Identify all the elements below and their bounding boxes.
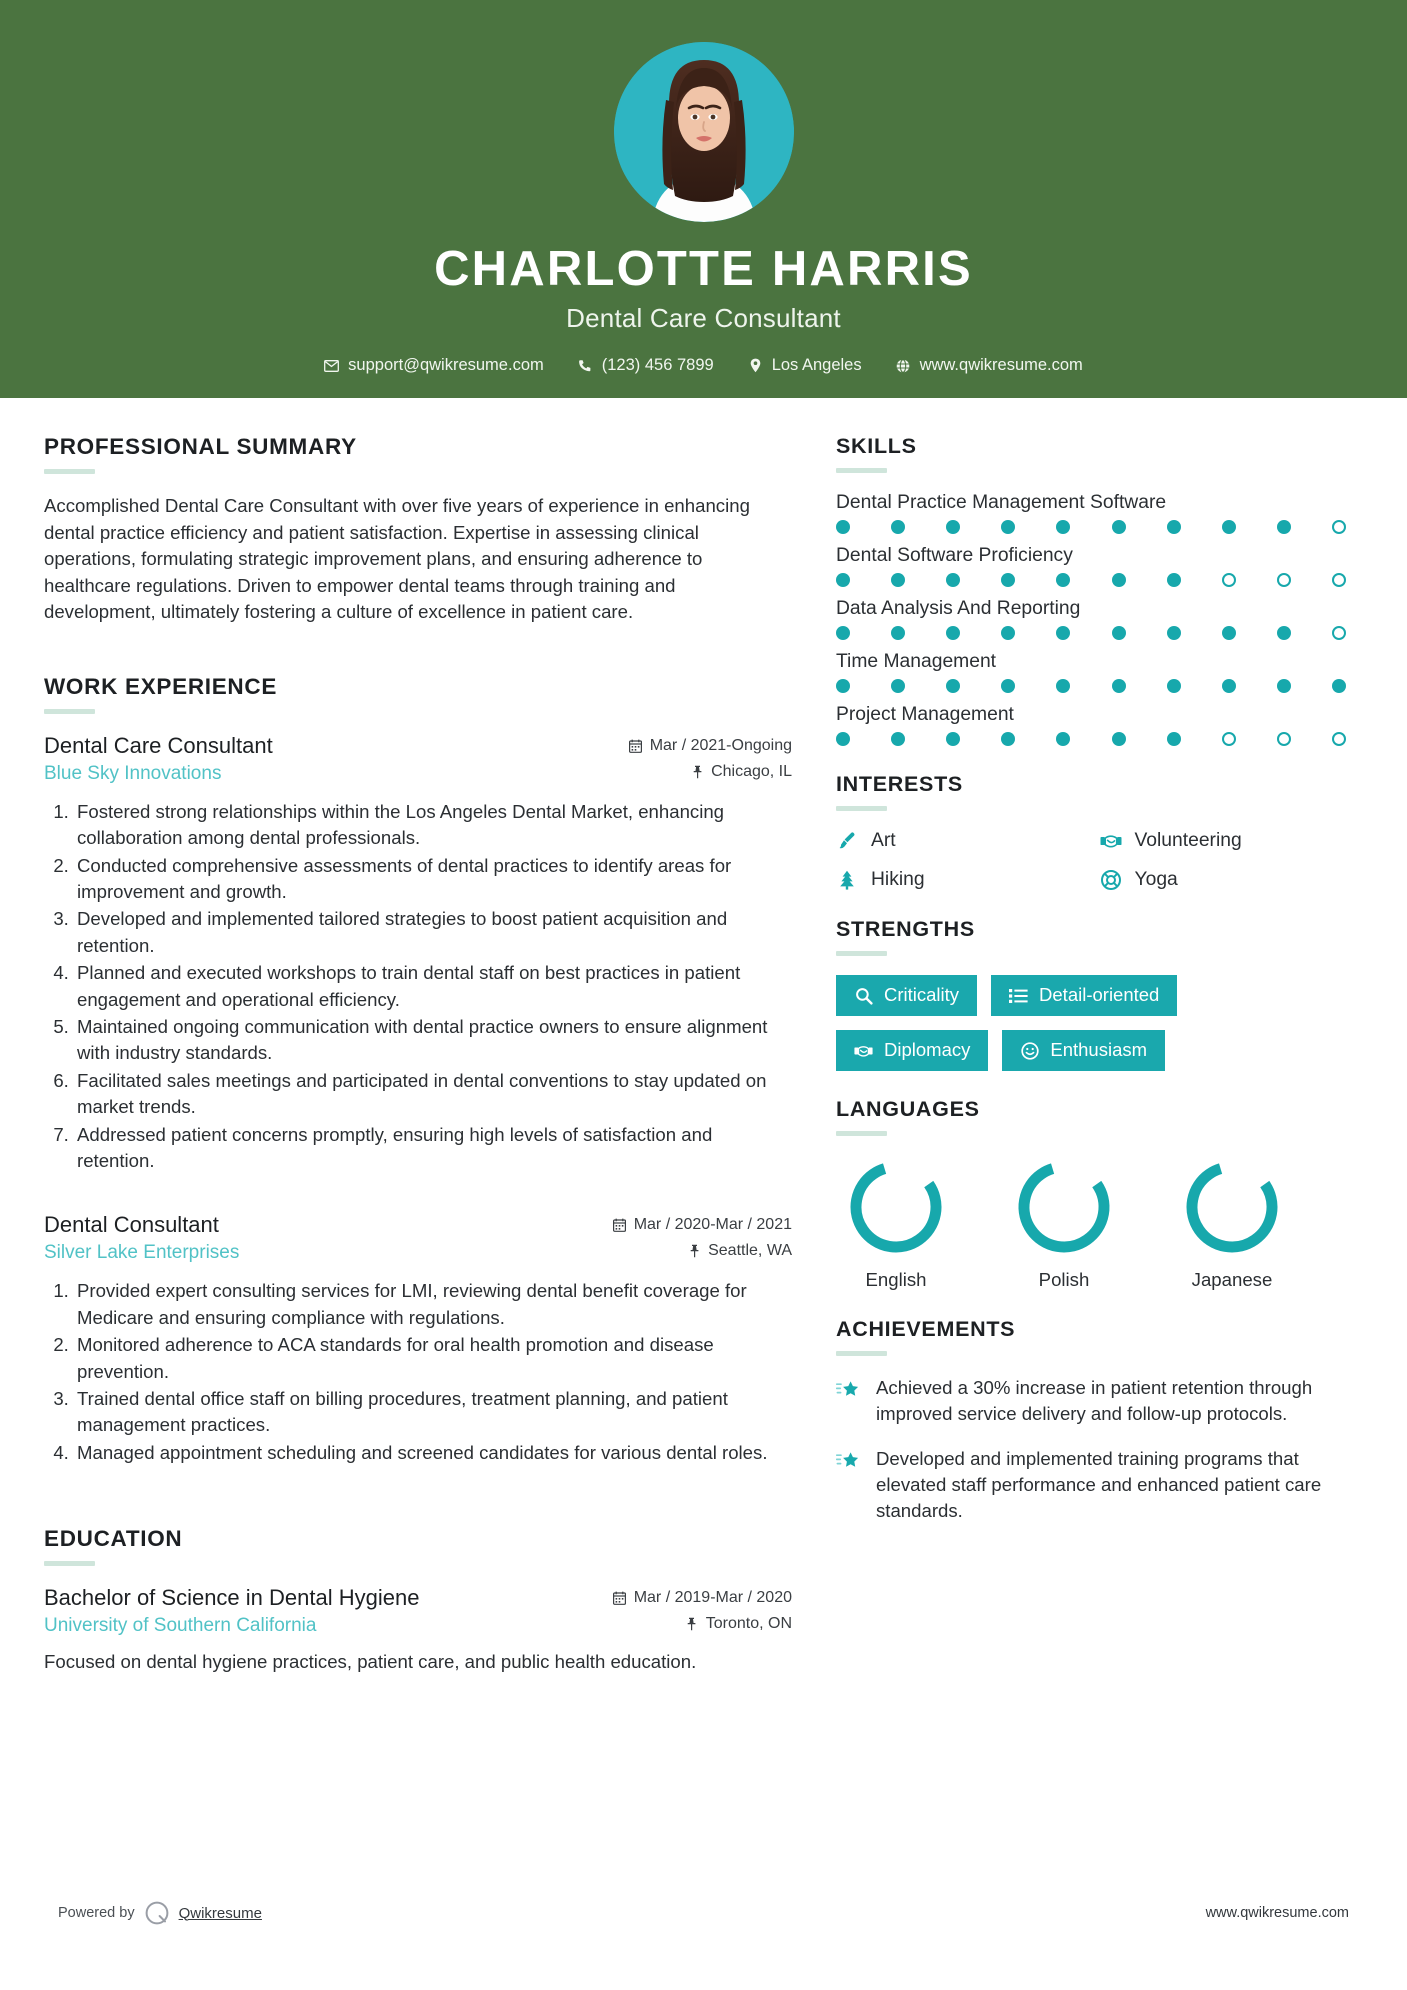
skill-dot-filled	[1001, 732, 1015, 746]
work-entry-dates-text: Mar / 2021-Ongoing	[649, 736, 792, 754]
strength-enthusiasm	[1002, 1030, 1165, 1071]
education-entry-title: Bachelor of Science in Dental Hygiene	[44, 1585, 420, 1611]
handshake-icon	[854, 1041, 873, 1060]
skill-item	[836, 651, 1363, 693]
professional-summary-text: Accomplished Dental Care Consultant with over five years of experience in enhancing dental practice efficiency and patient satisfaction. Expertise in assessing clinical operations, formulating strategic improvement plans, and ensuring adherence to healthcare regulations. Driven to empower dental teams through training and development, ultimately fostering a culture of excellence in patient care.	[44, 495, 750, 623]
skill-dot-empty	[1332, 732, 1346, 746]
section-heading-languages: LANGUAGES	[836, 1097, 980, 1121]
avatar-photo	[614, 42, 794, 222]
strength-diplomacy	[836, 1030, 988, 1071]
list-item: 1. Provided expert consulting services for LMI, reviewing dental benefit coverage for Medicare and ensuring compliance with regulations.	[74, 1278, 792, 1331]
contact-location-text: Los Angeles	[771, 356, 862, 375]
work-entry-organization: Silver Lake Enterprises	[44, 1242, 240, 1264]
section-languages	[836, 1097, 1363, 1291]
skill-dot-filled	[946, 573, 960, 587]
tree-icon	[836, 869, 858, 891]
skill-dot-filled	[946, 520, 960, 534]
skill-dot-filled	[1112, 573, 1126, 587]
strength-label: Enthusiasm	[1050, 1039, 1148, 1061]
skill-dot-filled	[1112, 679, 1126, 693]
section-rule	[836, 951, 887, 956]
interest-yoga	[1100, 869, 1364, 891]
footer-url[interactable]: www.qwikresume.com	[1205, 1905, 1349, 1921]
achievement-item	[836, 1446, 1363, 1523]
section-rule	[44, 709, 95, 714]
contact-website[interactable]	[879, 356, 1100, 375]
globe-icon	[896, 358, 911, 373]
skill-item	[836, 704, 1363, 746]
list-item: 3. Developed and implemented tailored strategies to boost patient acquisition and retention.	[74, 906, 792, 959]
skill-name: Time Management	[836, 651, 997, 672]
languages-list	[836, 1155, 1363, 1291]
language-item	[836, 1155, 956, 1291]
list-item: 5. Maintained ongoing communication with dental practice owners to ensure alignment with industry standards.	[74, 1014, 792, 1067]
interest-hiking	[836, 869, 1100, 891]
skill-dot-filled	[946, 732, 960, 746]
skill-dot-filled	[1222, 679, 1236, 693]
work-entry-title: Dental Care Consultant	[44, 732, 273, 758]
section-skills	[836, 434, 1363, 746]
education-entry-organization: University of Southern California	[44, 1615, 317, 1637]
interest-label: Volunteering	[1134, 830, 1242, 851]
education-entry-dates	[613, 1589, 792, 1607]
interest-art	[836, 830, 1100, 852]
language-name: Japanese	[1191, 1269, 1273, 1290]
powered-by-label: Powered by	[58, 1905, 135, 1921]
skill-dot-filled	[1277, 626, 1291, 640]
calendar-icon	[629, 738, 643, 753]
work-entry-location-text: Seattle, WA	[708, 1242, 792, 1260]
skill-dot-filled	[946, 626, 960, 640]
calendar-icon	[613, 1591, 627, 1606]
skill-dot-filled	[1001, 520, 1015, 534]
map-pin-icon	[690, 764, 704, 779]
qwikresume-brand-link[interactable]: Qwikresume	[178, 1904, 262, 1922]
strength-label: Diplomacy	[884, 1039, 971, 1061]
achievement-text: Developed and implemented training programs that elevated staff performance and enhanced patient care standards.	[876, 1448, 1322, 1521]
skill-dot-filled	[836, 732, 850, 746]
section-rule	[44, 469, 95, 474]
skill-name: Dental Practice Management Software	[836, 492, 1167, 513]
interest-label: Hiking	[871, 869, 925, 890]
language-progress-ring	[844, 1155, 948, 1259]
skills-list	[836, 492, 1363, 746]
skill-dot-filled	[1167, 573, 1181, 587]
section-rule	[44, 1561, 95, 1566]
skill-dot-empty	[1277, 732, 1291, 746]
skill-dot-filled	[1332, 679, 1346, 693]
skill-dot-empty	[1222, 732, 1236, 746]
section-heading-skills: SKILLS	[836, 434, 917, 458]
resume-body	[0, 398, 1407, 1701]
strength-detail-oriented	[991, 975, 1177, 1016]
skill-name: Project Management	[836, 704, 1014, 725]
star-shoot-icon	[836, 1449, 862, 1475]
section-heading-education: EDUCATION	[44, 1526, 183, 1552]
skill-dot-empty	[1332, 520, 1346, 534]
education-entry-dates-text: Mar / 2019-Mar / 2020	[633, 1589, 792, 1607]
skill-dot-filled	[1167, 679, 1181, 693]
contact-phone[interactable]	[561, 356, 731, 375]
section-heading-interests: INTERESTS	[836, 772, 963, 796]
language-name: Polish	[1038, 1269, 1090, 1290]
skill-dot-filled	[836, 520, 850, 534]
skill-dot-filled	[1001, 679, 1015, 693]
skill-dot-filled	[1277, 520, 1291, 534]
skill-dot-empty	[1332, 626, 1346, 640]
skill-dot-filled	[1056, 626, 1070, 640]
work-entry-dates-text: Mar / 2020-Mar / 2021	[633, 1216, 792, 1234]
job-role-subtitle: Dental Care Consultant	[566, 303, 841, 334]
skill-dot-empty	[1332, 573, 1346, 587]
language-item	[1004, 1155, 1124, 1291]
education-entry-description: Focused on dental hygiene practices, patient care, and public health education.	[44, 1651, 697, 1673]
skill-dot-filled	[1222, 626, 1236, 640]
skill-dot-filled	[1056, 520, 1070, 534]
section-rule	[836, 1131, 887, 1136]
section-heading-work-experience: WORK EXPERIENCE	[44, 673, 278, 699]
list-item: 2. Monitored adherence to ACA standards for oral health promotion and disease prevention.	[74, 1332, 792, 1385]
section-heading-achievements: ACHIEVEMENTS	[836, 1317, 1016, 1341]
skill-name: Data Analysis And Reporting	[836, 598, 1081, 619]
left-column	[44, 434, 792, 1701]
skill-name: Dental Software Proficiency	[836, 545, 1073, 566]
education-entry-location-text: Toronto, ON	[705, 1615, 792, 1633]
section-heading-professional-summary: PROFESSIONAL SUMMARY	[44, 434, 357, 459]
star-shoot-icon	[836, 1378, 862, 1404]
skill-dot-filled	[1056, 679, 1070, 693]
map-pin-icon	[685, 1617, 699, 1632]
avatar	[614, 42, 794, 222]
skill-item	[836, 545, 1363, 587]
interest-label: Yoga	[1134, 869, 1178, 890]
handshake-icon	[1100, 830, 1122, 852]
strengths-list	[836, 975, 1306, 1071]
language-progress-ring	[1180, 1155, 1284, 1259]
skill-dot-filled	[1167, 732, 1181, 746]
section-strengths	[836, 917, 1363, 1071]
right-column	[836, 434, 1363, 1701]
section-work-experience	[44, 674, 792, 1466]
section-rule	[836, 806, 887, 811]
skill-dot-filled	[1277, 679, 1291, 693]
skill-dot-filled	[1112, 732, 1126, 746]
language-name: English	[865, 1269, 927, 1290]
skill-rating	[836, 520, 1346, 534]
lifebuoy-icon	[1100, 869, 1122, 891]
work-entry	[44, 1212, 792, 1466]
work-entry-location-text: Chicago, IL	[711, 762, 792, 780]
smiley-icon	[1020, 1041, 1039, 1060]
work-entry-location	[690, 763, 792, 781]
contact-email-text: support@qwikresume.com	[348, 356, 544, 375]
work-entry-location	[687, 1242, 792, 1260]
skill-dot-filled	[836, 573, 850, 587]
skill-item	[836, 492, 1363, 534]
interest-label: Art	[871, 830, 896, 851]
skill-dot-empty	[1222, 573, 1236, 587]
work-entry	[44, 733, 792, 1174]
skill-rating	[836, 732, 1346, 746]
skill-dot-filled	[1001, 573, 1015, 587]
skill-dot-empty	[1277, 573, 1291, 587]
work-entry-dates	[613, 1216, 792, 1234]
footer	[0, 1900, 1407, 1926]
calendar-icon	[613, 1218, 627, 1233]
interest-volunteering	[1100, 830, 1364, 852]
paintbrush-icon	[836, 830, 858, 852]
list-item: 2. Conducted comprehensive assessments of dental practices to identify areas for improvement and growth.	[74, 853, 792, 906]
section-achievements	[836, 1317, 1363, 1523]
achievement-text: Achieved a 30% increase in patient retention through improved service delivery and follow-up protocols.	[876, 1377, 1313, 1424]
skill-dot-filled	[1167, 520, 1181, 534]
skill-dot-filled	[1056, 732, 1070, 746]
strength-criticality	[836, 975, 977, 1016]
education-entry-location	[685, 1615, 792, 1633]
list-item: 7. Addressed patient concerns promptly, ensuring high levels of satisfaction and retention.	[74, 1122, 792, 1175]
section-education	[44, 1526, 792, 1675]
skill-dot-filled	[891, 626, 905, 640]
skill-dot-filled	[1167, 626, 1181, 640]
skill-dot-filled	[891, 520, 905, 534]
resume-header	[0, 0, 1407, 398]
work-entry-bullets	[44, 799, 792, 1174]
skill-dot-filled	[1222, 520, 1236, 534]
work-entry-dates	[629, 737, 792, 755]
section-rule	[836, 468, 887, 473]
skill-dot-filled	[891, 732, 905, 746]
skill-dot-filled	[1112, 626, 1126, 640]
qwikresume-logo-icon	[144, 1900, 170, 1926]
list-item: 6. Facilitated sales meetings and participated in dental conventions to stay updated on market trends.	[74, 1068, 792, 1121]
skill-dot-filled	[891, 573, 905, 587]
skill-dot-filled	[836, 679, 850, 693]
skill-rating	[836, 573, 1346, 587]
contact-location	[731, 356, 879, 375]
skill-dot-filled	[1001, 626, 1015, 640]
section-heading-strengths: STRENGTHS	[836, 917, 975, 941]
section-professional-summary	[44, 434, 792, 626]
list-item: 3. Trained dental office staff on billing procedures, treatment planning, and patient management practices.	[74, 1386, 792, 1439]
skill-dot-filled	[946, 679, 960, 693]
phone-icon	[578, 358, 593, 373]
list-item: 1. Fostered strong relationships within the Los Angeles Dental Market, enhancing collaboration among dental professionals.	[74, 799, 792, 852]
achievement-item	[836, 1375, 1363, 1426]
education-entry	[44, 1585, 792, 1675]
page-title: CHARLOTTE HARRIS	[434, 242, 973, 296]
work-entry-bullets	[44, 1278, 792, 1466]
work-entry-organization: Blue Sky Innovations	[44, 762, 222, 784]
language-item	[1172, 1155, 1292, 1291]
strength-label: Criticality	[884, 984, 960, 1006]
contact-row	[307, 356, 1100, 375]
list-item: 4. Planned and executed workshops to train dental staff on best practices in patient engagement and operational efficiency.	[74, 960, 792, 1013]
powered-by	[58, 1900, 262, 1926]
skill-dot-filled	[891, 679, 905, 693]
section-rule	[836, 1351, 887, 1356]
skill-dot-filled	[1112, 520, 1126, 534]
language-progress-ring	[1012, 1155, 1116, 1259]
skill-dot-filled	[836, 626, 850, 640]
list-icon	[1009, 986, 1028, 1005]
contact-phone-text: (123) 456 7899	[601, 356, 714, 375]
magnifier-icon	[854, 986, 873, 1005]
interests-grid	[836, 830, 1363, 891]
envelope-icon	[324, 358, 339, 373]
map-pin-icon	[687, 1244, 701, 1259]
skill-rating	[836, 679, 1346, 693]
work-entry-title: Dental Consultant	[44, 1212, 219, 1238]
location-pin-icon	[748, 358, 763, 373]
contact-email[interactable]	[307, 356, 561, 375]
skill-dot-filled	[1056, 573, 1070, 587]
list-item: 4. Managed appointment scheduling and screened candidates for various dental roles.	[74, 1440, 792, 1466]
skill-rating	[836, 626, 1346, 640]
section-interests	[836, 772, 1363, 891]
contact-website-text: www.qwikresume.com	[919, 356, 1083, 375]
skill-item	[836, 598, 1363, 640]
strength-label: Detail-oriented	[1039, 984, 1160, 1006]
